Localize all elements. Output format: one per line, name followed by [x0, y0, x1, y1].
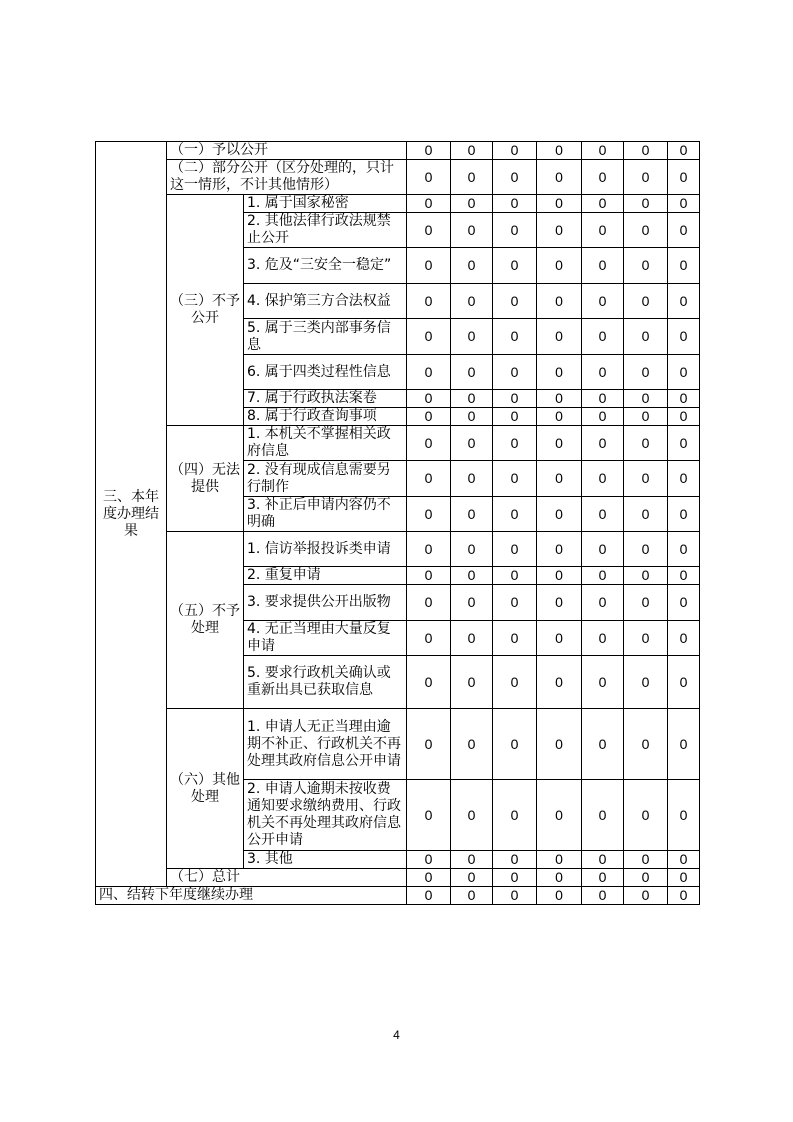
value-cell: 0: [451, 284, 493, 319]
value-cell: 0: [668, 567, 700, 585]
value-cell: 0: [493, 195, 537, 213]
value-cell: 0: [493, 780, 537, 851]
value-cell: 0: [451, 355, 493, 390]
value-cell: 0: [451, 248, 493, 284]
value-cell: 0: [407, 497, 451, 532]
value-cell: 0: [624, 390, 668, 408]
value-cell: 0: [407, 532, 451, 567]
value-cell: 0: [624, 851, 668, 869]
value-cell: 0: [624, 160, 668, 195]
value-cell: 0: [537, 213, 582, 248]
table-row: [96, 887, 700, 905]
value-cell: 0: [582, 390, 624, 408]
value-cell: 0: [537, 408, 582, 426]
value-cell: 0: [537, 355, 582, 390]
value-cell: 0: [624, 355, 668, 390]
value-cell: 0: [451, 319, 493, 355]
value-cell: 0: [407, 355, 451, 390]
value-cell: 0: [582, 567, 624, 585]
value-cell: 0: [668, 355, 700, 390]
value-cell: 0: [582, 709, 624, 780]
value-cell: 0: [493, 142, 537, 160]
value-cell: 0: [451, 656, 493, 709]
value-cell: 0: [668, 585, 700, 621]
value-cell: 0: [537, 461, 582, 497]
value-cell: 0: [537, 851, 582, 869]
value-cell: 0: [668, 532, 700, 567]
category-label: （六）其他处理: [167, 709, 244, 869]
value-cell: 0: [624, 461, 668, 497]
value-cell: 0: [537, 248, 582, 284]
value-cell: 0: [582, 869, 624, 887]
value-cell: 0: [624, 532, 668, 567]
value-cell: 0: [537, 497, 582, 532]
value-cell: 0: [668, 887, 700, 905]
value-cell: 0: [668, 213, 700, 248]
table-row: [96, 869, 700, 887]
value-cell: 0: [493, 656, 537, 709]
subcategory-label: 8. 属于行政查询事项: [244, 408, 407, 426]
value-cell: 0: [624, 621, 668, 656]
subcategory-label: 1. 信访举报投诉类申请: [244, 532, 407, 567]
value-cell: 0: [407, 869, 451, 887]
value-cell: 0: [493, 160, 537, 195]
subcategory-label: 7. 属于行政执法案卷: [244, 390, 407, 408]
value-cell: 0: [407, 248, 451, 284]
value-cell: 0: [582, 585, 624, 621]
value-cell: 0: [451, 567, 493, 585]
value-cell: 0: [537, 709, 582, 780]
value-cell: 0: [668, 408, 700, 426]
value-cell: 0: [451, 887, 493, 905]
value-cell: 0: [582, 426, 624, 461]
value-cell: 0: [407, 621, 451, 656]
value-cell: 0: [493, 532, 537, 567]
value-cell: 0: [582, 532, 624, 567]
category-label: （二）部分公开（区分处理的，只计这一情形，不计其他情形）: [167, 160, 407, 195]
value-cell: 0: [537, 195, 582, 213]
subcategory-label: 3. 要求提供公开出版物: [244, 585, 407, 621]
value-cell: 0: [624, 408, 668, 426]
value-cell: 0: [407, 408, 451, 426]
value-cell: 0: [451, 426, 493, 461]
value-cell: 0: [537, 319, 582, 355]
value-cell: 0: [493, 585, 537, 621]
value-cell: 0: [493, 621, 537, 656]
table-row: [96, 709, 700, 780]
category-label: （三）不予公开: [167, 195, 244, 426]
category-label: （七）总计: [167, 869, 407, 887]
value-cell: 0: [582, 248, 624, 284]
value-cell: 0: [451, 213, 493, 248]
value-cell: 0: [537, 284, 582, 319]
value-cell: 0: [582, 851, 624, 869]
value-cell: 0: [407, 426, 451, 461]
value-cell: 0: [407, 656, 451, 709]
value-cell: 0: [493, 869, 537, 887]
value-cell: 0: [582, 355, 624, 390]
table-row: [96, 532, 700, 567]
value-cell: 0: [451, 160, 493, 195]
table-row: [96, 195, 700, 213]
value-cell: 0: [493, 426, 537, 461]
value-cell: 0: [407, 390, 451, 408]
value-cell: 0: [407, 160, 451, 195]
table-row: [96, 426, 700, 461]
value-cell: 0: [624, 142, 668, 160]
category-label: 四、结转下年度继续办理: [96, 887, 407, 905]
value-cell: 0: [624, 709, 668, 780]
value-cell: 0: [624, 319, 668, 355]
value-cell: 0: [493, 390, 537, 408]
subcategory-label: 4. 无正当理由大量反复申请: [244, 621, 407, 656]
value-cell: 0: [451, 408, 493, 426]
value-cell: 0: [493, 567, 537, 585]
category-label: （一）予以公开: [167, 142, 407, 160]
value-cell: 0: [668, 142, 700, 160]
value-cell: 0: [624, 656, 668, 709]
value-cell: 0: [451, 497, 493, 532]
value-cell: 0: [451, 142, 493, 160]
subcategory-label: 2. 申请人逾期未按收费通知要求缴纳费用、行政机关不再处理其政府信息公开申请: [244, 780, 407, 851]
value-cell: 0: [407, 887, 451, 905]
table-row: [96, 160, 700, 195]
value-cell: 0: [582, 284, 624, 319]
category-label: （五）不予处理: [167, 532, 244, 709]
value-cell: 0: [624, 567, 668, 585]
subcategory-label: 2. 没有现成信息需要另行制作: [244, 461, 407, 497]
value-cell: 0: [582, 780, 624, 851]
table-row: [96, 142, 700, 160]
value-cell: 0: [624, 780, 668, 851]
value-cell: 0: [668, 497, 700, 532]
value-cell: 0: [451, 851, 493, 869]
value-cell: 0: [451, 780, 493, 851]
value-cell: 0: [493, 461, 537, 497]
value-cell: 0: [582, 497, 624, 532]
value-cell: 0: [668, 248, 700, 284]
value-cell: 0: [407, 284, 451, 319]
value-cell: 0: [668, 319, 700, 355]
section-label: 三、本年度办理结果: [96, 142, 167, 887]
subcategory-label: 1. 申请人无正当理由逾期不补正、行政机关不再处理其政府信息公开申请: [244, 709, 407, 780]
page-number: 4: [393, 1028, 400, 1042]
value-cell: 0: [493, 709, 537, 780]
value-cell: 0: [407, 709, 451, 780]
value-cell: 0: [668, 851, 700, 869]
value-cell: 0: [624, 213, 668, 248]
value-cell: 0: [537, 142, 582, 160]
value-cell: 0: [537, 869, 582, 887]
value-cell: 0: [668, 621, 700, 656]
value-cell: 0: [537, 656, 582, 709]
value-cell: 0: [668, 709, 700, 780]
value-cell: 0: [624, 497, 668, 532]
subcategory-label: 1. 本机关不掌握相关政府信息: [244, 426, 407, 461]
value-cell: 0: [668, 656, 700, 709]
value-cell: 0: [451, 461, 493, 497]
value-cell: 0: [537, 426, 582, 461]
value-cell: 0: [582, 142, 624, 160]
value-cell: 0: [407, 319, 451, 355]
subcategory-label: 3. 补正后申请内容仍不明确: [244, 497, 407, 532]
value-cell: 0: [537, 532, 582, 567]
value-cell: 0: [407, 567, 451, 585]
value-cell: 0: [624, 869, 668, 887]
subcategory-label: 4. 保护第三方合法权益: [244, 284, 407, 319]
value-cell: 0: [451, 585, 493, 621]
value-cell: 0: [451, 869, 493, 887]
value-cell: 0: [668, 461, 700, 497]
value-cell: 0: [407, 851, 451, 869]
value-cell: 0: [582, 195, 624, 213]
value-cell: 0: [451, 195, 493, 213]
value-cell: 0: [582, 461, 624, 497]
value-cell: 0: [407, 780, 451, 851]
value-cell: 0: [668, 869, 700, 887]
value-cell: 0: [624, 195, 668, 213]
value-cell: 0: [668, 195, 700, 213]
subcategory-label: 3. 危及“三安全一稳定”: [244, 248, 407, 284]
subcategory-label: 1. 属于国家秘密: [244, 195, 407, 213]
value-cell: 0: [668, 426, 700, 461]
subcategory-label: 3. 其他: [244, 851, 407, 869]
value-cell: 0: [668, 160, 700, 195]
table-body: [96, 142, 700, 905]
value-cell: 0: [582, 656, 624, 709]
value-cell: 0: [493, 319, 537, 355]
value-cell: 0: [493, 887, 537, 905]
value-cell: 0: [624, 248, 668, 284]
value-cell: 0: [451, 709, 493, 780]
value-cell: 0: [537, 585, 582, 621]
subcategory-label: 6. 属于四类过程性信息: [244, 355, 407, 390]
subcategory-label: 2. 其他法律行政法规禁止公开: [244, 213, 407, 248]
value-cell: 0: [582, 408, 624, 426]
value-cell: 0: [582, 319, 624, 355]
value-cell: 0: [493, 213, 537, 248]
value-cell: 0: [407, 461, 451, 497]
value-cell: 0: [537, 887, 582, 905]
value-cell: 0: [493, 408, 537, 426]
value-cell: 0: [493, 284, 537, 319]
value-cell: 0: [537, 160, 582, 195]
value-cell: 0: [537, 621, 582, 656]
value-cell: 0: [668, 284, 700, 319]
value-cell: 0: [493, 355, 537, 390]
category-label: （四）无法提供: [167, 426, 244, 532]
value-cell: 0: [493, 497, 537, 532]
disclosure-stats-table: [95, 141, 700, 905]
value-cell: 0: [537, 780, 582, 851]
value-cell: 0: [493, 851, 537, 869]
value-cell: 0: [493, 248, 537, 284]
subcategory-label: 5. 属于三类内部事务信息: [244, 319, 407, 355]
value-cell: 0: [668, 390, 700, 408]
value-cell: 0: [582, 213, 624, 248]
value-cell: 0: [582, 160, 624, 195]
value-cell: 0: [451, 390, 493, 408]
value-cell: 0: [624, 887, 668, 905]
value-cell: 0: [537, 390, 582, 408]
subcategory-label: 5. 要求行政机关确认或重新出具已获取信息: [244, 656, 407, 709]
value-cell: 0: [451, 532, 493, 567]
value-cell: 0: [582, 887, 624, 905]
subcategory-label: 2. 重复申请: [244, 567, 407, 585]
value-cell: 0: [407, 213, 451, 248]
value-cell: 0: [407, 585, 451, 621]
value-cell: 0: [624, 585, 668, 621]
value-cell: 0: [537, 567, 582, 585]
value-cell: 0: [582, 621, 624, 656]
value-cell: 0: [668, 780, 700, 851]
value-cell: 0: [407, 142, 451, 160]
value-cell: 0: [624, 284, 668, 319]
value-cell: 0: [624, 426, 668, 461]
value-cell: 0: [451, 621, 493, 656]
value-cell: 0: [407, 195, 451, 213]
